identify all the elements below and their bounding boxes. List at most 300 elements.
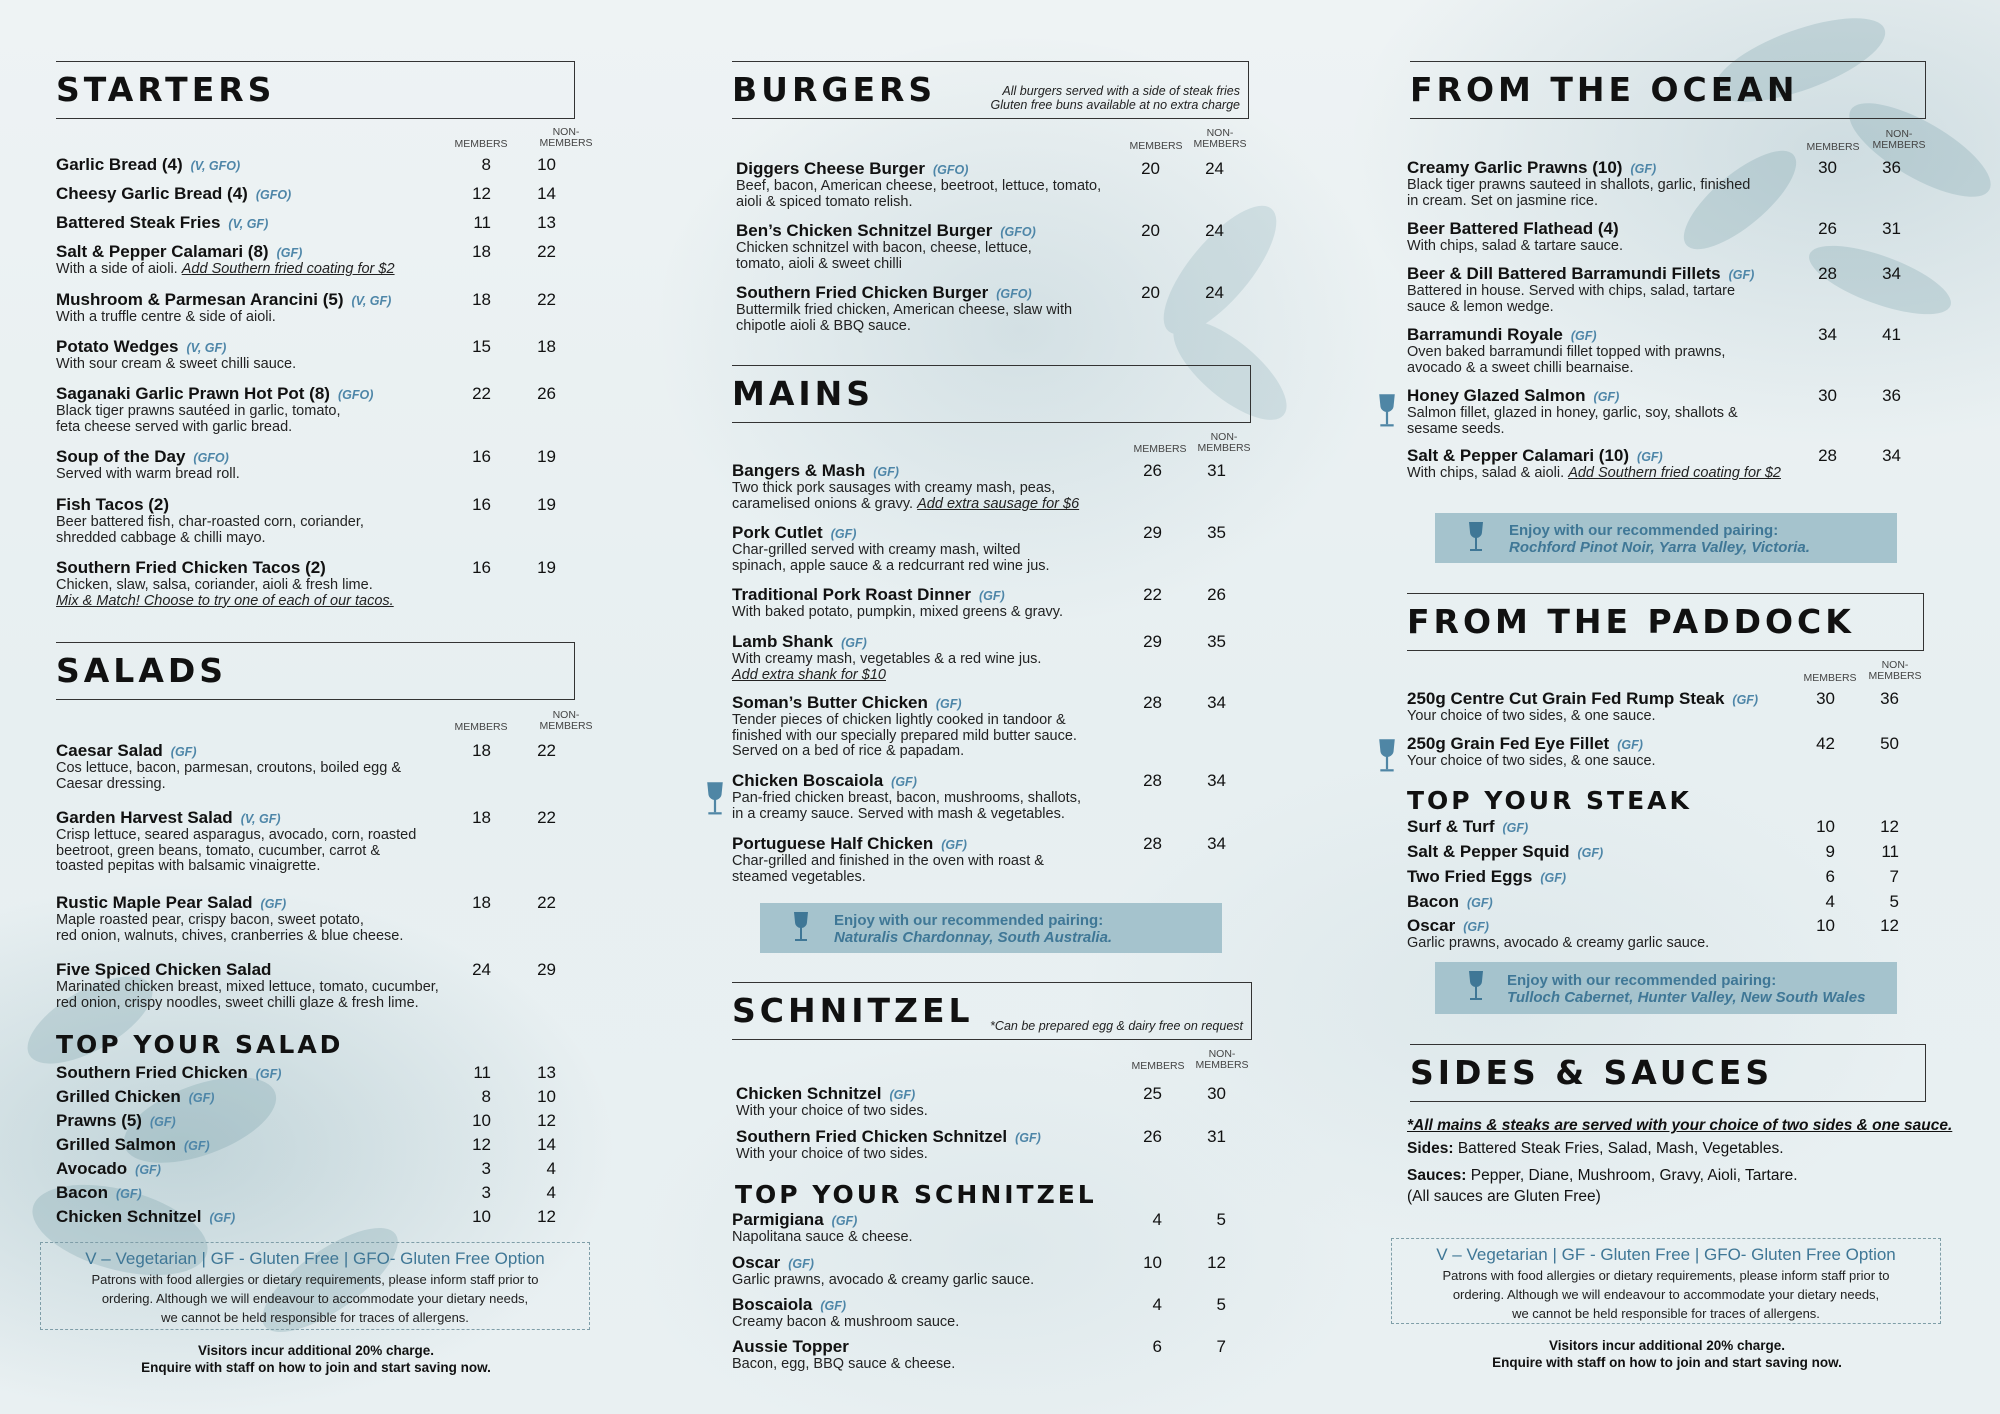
item-name-text: Salt & Pepper Calamari (10) <box>1407 446 1630 465</box>
non-members-price: 12 <box>537 1111 556 1130</box>
members-price: 16 <box>472 495 491 514</box>
non-members-price: 19 <box>537 558 556 577</box>
members-price: 30 <box>1818 386 1837 405</box>
item-name-text: Mushroom & Parmesan Arancini (5) <box>56 290 344 309</box>
non-members-price: 29 <box>537 960 556 979</box>
non-members-price: 36 <box>1882 386 1901 405</box>
description-text: avocado & a sweet chilli bearnaise. <box>1407 359 1634 376</box>
item-name <box>732 461 1252 481</box>
description-text: tomato, aioli & sweet chilli <box>736 255 903 272</box>
members-price: 18 <box>472 290 491 309</box>
members-price: 8 <box>481 1087 491 1106</box>
menu-item <box>1407 219 1927 255</box>
members-price: 15 <box>472 337 491 356</box>
item-name <box>1407 264 1927 284</box>
menu-item <box>1407 325 1927 376</box>
item-name-text: Potato Wedges <box>56 337 179 356</box>
menu-item <box>56 155 576 175</box>
visitors-line: Visitors incur additional 20% charge. <box>1548 1338 1786 1353</box>
non-members-price: 34 <box>1207 693 1226 712</box>
non-members-col-header <box>1194 432 1254 454</box>
sides-value: Battered Steak Fries, Salad, Mash, Vegetables. <box>1457 1140 1784 1157</box>
non-members-price: 26 <box>537 384 556 403</box>
item-name <box>56 495 576 515</box>
non-members-price: 35 <box>1207 632 1226 651</box>
item-name-text: Battered Steak Fries <box>56 213 221 232</box>
description-text: Char-grilled served with creamy mash, wilted <box>732 542 1021 558</box>
members-col-header: MEMBERS <box>1806 141 1860 153</box>
description-text: With a truffle centre & side of aioli. <box>56 309 276 325</box>
item-description <box>56 578 576 594</box>
item-name-text: Caesar Salad <box>56 741 163 760</box>
members-price: 12 <box>472 184 491 203</box>
wine-glass-icon <box>1467 970 1485 1004</box>
description-text: in cream. Set on jasmine rice. <box>1407 192 1598 209</box>
members-price: 18 <box>472 808 491 827</box>
description-text: Napolitana sauce & cheese. <box>732 1229 913 1245</box>
item-description <box>1407 936 1927 952</box>
members-price: 4 <box>1825 892 1835 911</box>
item-name-text: Beer & Dill Battered Barramundi Fillets <box>1407 264 1721 283</box>
dietary-tag: (GF) <box>820 1299 846 1313</box>
top-your-schnitzel-title: TOP YOUR SCHNITZEL <box>735 1180 1097 1209</box>
non-members-price: 11 <box>1881 842 1899 861</box>
item-addon: Add Southern fried coating for $2 <box>181 261 395 277</box>
non-members-price: 7 <box>1216 1337 1226 1356</box>
description-text: With sour cream & sweet chilli sauce. <box>56 356 297 372</box>
item-name-text: Honey Glazed Salmon <box>1407 386 1586 405</box>
burgers-note-line: Gluten free buns available at no extra charge <box>990 98 1240 112</box>
members-price: 6 <box>1152 1337 1162 1356</box>
legend-allergy-line-1: Patrons with food allergies or dietary requirements, please inform staff prior to <box>1442 1268 1890 1283</box>
item-description <box>1407 178 1927 194</box>
menu-item <box>732 1253 1252 1289</box>
non-members-price: 22 <box>537 290 556 309</box>
dietary-tag: (GF) <box>255 1067 282 1081</box>
non-members-price: 12 <box>537 1207 556 1226</box>
menu-item <box>56 960 576 1011</box>
description-text: Served on a bed of rice & papadam. <box>732 743 965 759</box>
non-members-price: 7 <box>1889 867 1899 886</box>
wine-glass-icon <box>1377 737 1397 777</box>
members-label: MEMBERS <box>1197 442 1251 454</box>
item-name-text: Southern Fried Chicken Schnitzel <box>736 1127 1008 1146</box>
description-text: Beer battered fish, char-roasted corn, coriander, <box>56 514 364 530</box>
paddock-header <box>1407 593 1924 651</box>
sauces-label: Sauces: <box>1407 1167 1467 1184</box>
top-your-salad-title: TOP YOUR SALAD <box>56 1030 344 1059</box>
item-name <box>1407 446 1927 466</box>
dietary-tag: (GF) <box>1502 821 1529 835</box>
starters-header <box>56 61 575 119</box>
pairing-wine: Tulloch Cabernet, Hunter Valley, New South Wales <box>1507 989 1866 1006</box>
item-name <box>1407 689 1927 709</box>
description-text: Tender pieces of chicken lightly cooked in tandoor & <box>732 712 1066 728</box>
menu-item <box>56 893 576 944</box>
description-text: red onion, walnuts, chives, cranberries & blue cheese. <box>56 927 404 944</box>
item-name-text: Grilled Chicken <box>56 1087 181 1106</box>
menu-item <box>1407 158 1927 209</box>
menu-item <box>1407 867 1927 887</box>
item-name-text: Oscar <box>732 1253 781 1272</box>
dietary-tag: (GF) <box>891 775 917 789</box>
item-name <box>732 585 1252 605</box>
dietary-tag: (GF) <box>260 897 287 911</box>
dietary-tag: (GF) <box>135 1163 161 1177</box>
description-text: Creamy bacon & mushroom sauce. <box>732 1314 960 1330</box>
non-members-col-header <box>1865 660 1925 682</box>
pairing-text <box>1507 972 1865 1006</box>
item-description <box>1407 239 1927 255</box>
dietary-tag: (GFO) <box>337 388 374 402</box>
wine-glass-icon <box>1377 392 1397 432</box>
item-name <box>1407 386 1927 406</box>
wine-glass-icon <box>705 780 725 820</box>
item-description <box>732 1315 1252 1331</box>
item-description <box>56 531 576 547</box>
item-name-text: Rustic Maple Pear Salad <box>56 893 253 912</box>
dietary-tag: (GF) <box>276 246 303 260</box>
item-name-text: Garden Harvest Salad <box>56 808 233 827</box>
members-label: MEMBERS <box>539 720 593 732</box>
sides-label: Sides: <box>1407 1140 1454 1157</box>
item-name-text: Barramundi Royale <box>1407 325 1563 344</box>
members-price: 26 <box>1143 461 1162 480</box>
item-description <box>732 729 1252 745</box>
item-description <box>56 761 576 777</box>
item-name-text: Traditional Pork Roast Dinner <box>732 585 971 604</box>
item-description <box>732 807 1252 823</box>
item-name-text: Boscaiola <box>732 1295 813 1314</box>
dietary-tag: (GF) <box>149 1115 176 1129</box>
members-price: 34 <box>1818 325 1837 344</box>
menu-item <box>732 771 1252 822</box>
dietary-tag: (GF) <box>788 1257 814 1271</box>
non-members-price: 24 <box>1205 159 1224 178</box>
dietary-tag: (GF) <box>979 589 1005 603</box>
dietary-tag: (GF) <box>831 1214 858 1228</box>
non-members-col-header <box>536 710 596 732</box>
pairing-text <box>834 912 1112 946</box>
mains-title: MAINS <box>732 374 875 413</box>
item-name <box>56 960 576 980</box>
non-members-price: 5 <box>1889 892 1899 911</box>
visitors-note <box>1407 1337 1927 1371</box>
description-text: Marinated chicken breast, mixed lettuce, tomato, cucumber, <box>56 979 439 995</box>
members-price: 20 <box>1141 159 1160 178</box>
item-name-text: Southern Fried Chicken <box>56 1063 248 1082</box>
non-members-price: 4 <box>546 1159 556 1178</box>
item-addon-line <box>732 668 1252 684</box>
non-members-price: 50 <box>1880 734 1899 753</box>
item-description <box>732 744 1252 760</box>
item-description <box>732 481 1252 497</box>
non-members-price: 30 <box>1207 1084 1226 1103</box>
item-name <box>1407 817 1927 837</box>
members-price: 8 <box>481 155 491 174</box>
non-members-price: 14 <box>537 184 556 203</box>
description-text: aioli & spiced tomato relish. <box>736 193 913 210</box>
non-members-price: 12 <box>1880 817 1899 836</box>
dietary-tag: (GF) <box>1463 920 1489 934</box>
item-description <box>1407 345 1927 361</box>
members-price: 10 <box>472 1207 491 1226</box>
item-description <box>732 854 1252 870</box>
dietary-tag: (GFO) <box>996 287 1032 301</box>
salads-header <box>56 642 575 700</box>
item-name <box>56 558 576 578</box>
item-name-text: Portuguese Half Chicken <box>732 834 934 853</box>
menu-item <box>732 834 1252 885</box>
menu-item <box>736 221 1256 272</box>
members-price: 25 <box>1143 1084 1162 1103</box>
item-description <box>732 605 1252 621</box>
item-addon-line <box>56 594 576 610</box>
description-text: Garlic prawns, avocado & creamy garlic sauce. <box>732 1272 1035 1288</box>
item-description <box>1407 194 1927 210</box>
description-text: spinach, apple sauce & a redcurrant red wine jus. <box>732 557 1050 574</box>
members-price: 28 <box>1818 446 1837 465</box>
item-name <box>1407 219 1927 239</box>
item-name-text: Saganaki Garlic Prawn Hot Pot (8) <box>56 384 330 403</box>
sides-header <box>1410 1044 1926 1102</box>
item-name <box>732 632 1252 652</box>
item-name <box>732 523 1252 543</box>
legend-allergy-line-1: Patrons with food allergies or dietary requirements, please inform staff prior to <box>91 1272 539 1287</box>
dietary-tag: (V, GF) <box>186 341 227 355</box>
item-description <box>732 1230 1252 1246</box>
dietary-tag: (GFO) <box>255 188 292 202</box>
description-text: Chicken schnitzel with bacon, cheese, lettuce, <box>736 240 1032 256</box>
menu-item <box>732 693 1252 760</box>
members-label: MEMBERS <box>1868 670 1922 682</box>
item-name <box>732 1210 1252 1230</box>
menu-item <box>732 523 1252 574</box>
menu-item <box>732 632 1252 683</box>
dietary-tag: (GF) <box>1570 329 1597 343</box>
non-members-price: 5 <box>1216 1295 1226 1314</box>
item-description <box>732 497 1252 513</box>
dietary-tag: (GFO) <box>193 451 229 465</box>
non-members-price: 13 <box>537 1063 556 1082</box>
item-description <box>736 241 1256 257</box>
non-members-price: 14 <box>537 1135 556 1154</box>
item-name-text: Soup of the Day <box>56 447 186 466</box>
item-name <box>56 447 576 467</box>
description-text: Char-grilled and finished in the oven with roast & <box>732 853 1044 869</box>
members-price: 20 <box>1141 283 1160 302</box>
non-members-price: 5 <box>1216 1210 1226 1229</box>
item-name-text: 250g Grain Fed Eye Fillet <box>1407 734 1610 753</box>
legend-allergy-line-3: we cannot be held responsible for traces of allergens. <box>161 1310 469 1325</box>
members-label: MEMBERS <box>1195 1059 1249 1071</box>
item-name <box>736 159 1256 179</box>
item-description <box>56 828 576 844</box>
item-name <box>56 290 576 310</box>
item-name-text: Bangers & Mash <box>732 461 866 480</box>
item-name-text: Grilled Salmon <box>56 1135 176 1154</box>
sides-line <box>1407 1140 1784 1158</box>
description-text: With chips, salad & aioli. <box>1407 465 1565 481</box>
description-text: With a side of aioli. <box>56 261 178 277</box>
item-description <box>1407 709 1927 725</box>
item-name <box>1407 842 1927 862</box>
menu-item <box>736 1084 1256 1120</box>
item-name <box>732 693 1252 713</box>
dietary-legend <box>1391 1238 1941 1324</box>
menu-item <box>1407 817 1927 837</box>
non-members-price: 34 <box>1882 264 1901 283</box>
item-name-text: Cheesy Garlic Bread (4) <box>56 184 248 203</box>
item-name-text: Chicken Schnitzel <box>736 1084 882 1103</box>
item-name-text: Southern Fried Chicken Tacos (2) <box>56 558 326 577</box>
description-text: Garlic prawns, avocado & creamy garlic sauce. <box>1407 935 1710 951</box>
steak-wine-pairing <box>1435 962 1897 1014</box>
non-members-price: 22 <box>537 893 556 912</box>
menu-item <box>56 1159 576 1179</box>
members-label: MEMBERS <box>1872 139 1926 151</box>
schnitzel-title: SCHNITZEL <box>732 991 974 1030</box>
visitors-note <box>56 1342 576 1376</box>
item-name <box>56 893 576 913</box>
members-price: 16 <box>472 558 491 577</box>
dietary-tag: (GF) <box>1728 268 1755 282</box>
members-price: 18 <box>472 893 491 912</box>
members-price: 28 <box>1143 693 1162 712</box>
members-price: 30 <box>1818 158 1837 177</box>
item-name <box>56 213 576 233</box>
item-name-text: Parmigiana <box>732 1210 824 1229</box>
description-text: steamed vegetables. <box>732 868 866 885</box>
dietary-tag: (GF) <box>183 1139 210 1153</box>
item-description <box>736 1147 1256 1163</box>
item-name-text: Soman’s Butter Chicken <box>732 693 928 712</box>
members-price: 26 <box>1818 219 1837 238</box>
item-name-text: Aussie Topper <box>732 1337 849 1356</box>
item-name-text: Pork Cutlet <box>732 523 823 542</box>
description-text: Black tiger prawns sautéed in garlic, tomato, <box>56 403 341 419</box>
description-text: Served with warm bread roll. <box>56 466 240 482</box>
item-description <box>56 913 576 929</box>
members-price: 20 <box>1141 221 1160 240</box>
dietary-tag: (GF) <box>1732 693 1759 707</box>
description-text: With your choice of two sides. <box>736 1146 928 1162</box>
dietary-tag: (GF) <box>1577 846 1604 860</box>
item-name-text: Two Fried Eggs <box>1407 867 1533 886</box>
non-label: NON- <box>1206 127 1234 139</box>
visitors-line: Visitors incur additional 20% charge. <box>197 1343 435 1358</box>
enquire-line: Enquire with staff on how to join and start saving now. <box>1492 1355 1842 1370</box>
item-description <box>732 791 1252 807</box>
dietary-tag: (GF) <box>1015 1131 1041 1145</box>
item-description <box>732 543 1252 559</box>
burgers-note <box>991 84 1240 112</box>
members-price: 10 <box>1816 916 1835 935</box>
non-label: NON- <box>1210 431 1238 443</box>
item-name-text: Chicken Boscaiola <box>732 771 884 790</box>
item-description <box>56 467 576 483</box>
members-price: 29 <box>1143 523 1162 542</box>
item-description <box>732 1273 1252 1289</box>
item-name-text: Avocado <box>56 1159 128 1178</box>
menu-item <box>56 1207 576 1227</box>
item-name-text: Beer Battered Flathead (4) <box>1407 219 1619 238</box>
description-text: With chips, salad & tartare sauce. <box>1407 238 1623 254</box>
description-text: Your choice of two sides, & one sauce. <box>1407 753 1656 769</box>
members-price: 3 <box>481 1183 491 1202</box>
burgers-note-line: All burgers served with a side of steak fries <box>1002 84 1240 98</box>
item-name <box>56 155 576 175</box>
burgers-header <box>732 61 1249 119</box>
mains-header <box>732 365 1251 423</box>
dietary-tag: (V, GF) <box>351 294 392 308</box>
item-name-text: Surf & Turf <box>1407 817 1495 836</box>
menu-item <box>56 1135 576 1155</box>
description-text: Buttermilk fried chicken, American cheese, slaw with <box>736 302 1073 318</box>
ocean-wine-pairing <box>1435 513 1897 563</box>
item-name-text: Diggers Cheese Burger <box>736 159 925 178</box>
item-description <box>56 996 576 1012</box>
non-members-price: 10 <box>537 155 556 174</box>
non-members-price: 18 <box>537 337 556 356</box>
item-description <box>1407 284 1927 300</box>
item-name-text: Salt & Pepper Calamari (8) <box>56 242 269 261</box>
dietary-tag: (GF) <box>941 838 967 852</box>
members-price: 42 <box>1816 734 1835 753</box>
sauces-gf-note: (All sauces are Gluten Free) <box>1407 1188 1601 1205</box>
item-name <box>56 337 576 357</box>
item-name-text: Creamy Garlic Prawns (10) <box>1407 158 1623 177</box>
members-price: 26 <box>1143 1127 1162 1146</box>
members-price: 18 <box>472 741 491 760</box>
members-col-header: MEMBERS <box>1131 1060 1185 1072</box>
menu-item <box>736 159 1256 210</box>
non-members-price: 22 <box>537 741 556 760</box>
menu-item <box>56 290 576 326</box>
dietary-tag: (GFO) <box>932 163 969 177</box>
item-description <box>736 257 1256 273</box>
item-name <box>1407 158 1927 178</box>
dietary-tag: (GF) <box>935 697 962 711</box>
description-text: Battered in house. Served with chips, salad, tartare <box>1407 283 1736 299</box>
menu-item <box>56 495 576 546</box>
item-addon: Mix & Match! Choose to try one of each of our tacos. <box>56 592 394 609</box>
description-text: Crisp lettuce, seared asparagus, avocado, corn, roasted <box>56 827 417 843</box>
paddock-title: FROM THE PADDOCK <box>1407 602 1855 641</box>
non-members-price: 22 <box>537 808 556 827</box>
item-description <box>1407 466 1927 482</box>
description-text: in a creamy sauce. Served with mash & vegetables. <box>732 805 1065 822</box>
item-name-text: Fish Tacos (2) <box>56 495 170 514</box>
members-price: 12 <box>472 1135 491 1154</box>
description-text: toasted pepitas with balsamic vinaigrette. <box>56 858 321 874</box>
menu-item <box>1407 842 1927 862</box>
item-description <box>1407 361 1927 377</box>
item-name <box>732 1337 1252 1357</box>
menu-item <box>736 283 1256 334</box>
item-name <box>56 242 576 262</box>
item-description <box>736 179 1256 195</box>
menu-item <box>56 242 576 278</box>
menu-item <box>56 808 576 875</box>
menu-item <box>1407 689 1927 725</box>
item-name <box>732 834 1252 854</box>
members-col-header: MEMBERS <box>1133 443 1187 455</box>
ocean-title: FROM THE OCEAN <box>1410 70 1799 109</box>
pairing-wine: Naturalis Chardonnay, South Australia. <box>834 929 1113 946</box>
legend-title: V – Vegetarian | GF - Gluten Free | GFO- Gluten Free Option <box>1436 1245 1896 1264</box>
description-text: With baked potato, pumpkin, mixed greens & gravy. <box>732 604 1063 620</box>
